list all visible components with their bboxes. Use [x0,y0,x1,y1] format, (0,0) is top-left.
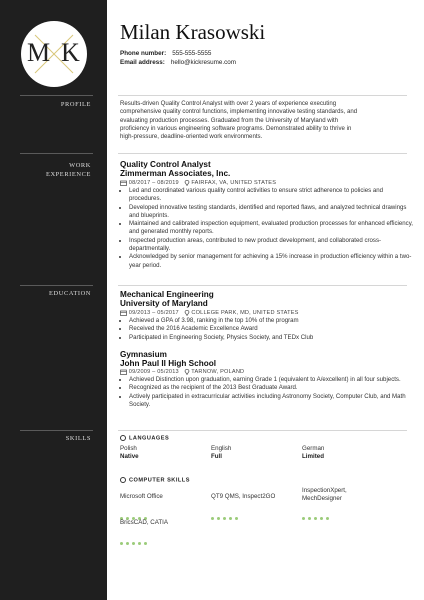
language-name: Polish [120,445,137,452]
education-location: TARNOW, POLAND [191,368,245,375]
education-title: Mechanical Engineering [120,290,214,299]
computer-skills-heading [120,477,190,483]
education-meta [120,309,299,316]
list-item: • Achieved a GPA of 3.98, ranking in the top 10% of the program [129,317,415,325]
skill-rating [120,507,150,511]
section-label-work-1: WORK [69,162,91,169]
language-name: German [302,445,325,452]
section-label-profile: PROFILE [60,101,91,108]
computer-skills-heading-label: COMPUTER SKILLS [129,477,190,484]
rating-dot [326,517,329,520]
divider [118,430,407,431]
list-item: • Received the 2016 Academic Excellence Award [129,325,415,333]
job-title: Quality Control Analyst [120,160,211,169]
list-item: • Participated in Engineering Society, Physics Society, and TEDx Club [129,334,415,342]
candidate-name: Milan Krasowski [120,20,266,44]
list-item: • Maintained and calibrated inspection equipment, evaluated production processes for enhanced efficiency, and generated monthly reports. [129,220,415,237]
language-level: Limited [302,453,325,460]
education-bullets [120,317,415,342]
computer-skill-name: BricsCAD, CATIA [120,519,169,526]
profile-line: proficiency in various engineering software programs. Demonstrated ability to thrive in [120,124,352,132]
skill-rating [211,507,241,511]
list-item: • Acknowledged by senior management for achieving a 15% increase in production efficiency within a two-year period. [129,253,415,270]
rating-dot [229,517,232,520]
job-bullets [120,187,415,270]
computer-skill-name: Microsoft Office [120,493,163,500]
languages-heading [120,435,169,441]
rating-dot [120,542,123,545]
location-pin-icon [184,179,190,186]
monogram-logo [21,21,87,87]
rating-dot [211,517,214,520]
language-name: English [211,445,232,452]
profile-line: evaluating production processes. Graduated from the University of Maryland with [120,116,339,124]
language-level: Full [211,453,222,460]
list-item: • Actively participated in extracurricular activities including Astronomy Society, Computer Club, and Math Society. [129,393,415,410]
education-school: John Paul II High School [120,359,216,368]
divider [20,285,93,286]
divider [20,430,93,431]
phone-row [120,50,211,57]
list-item: • Inspected production areas, contributed to new product development, and collaborated cross-departmentally. [129,237,415,254]
computer-skill-name: QT9 QMS, Inspect2GO [211,493,276,500]
education-dates: 09/2013 – 05/2017 [128,309,179,316]
languages-heading-label: LANGUAGES [129,435,170,442]
rating-dot [308,517,311,520]
education-meta [120,368,244,375]
education-location: COLLEGE PARK, MD, UNITED STATES [191,309,299,316]
rating-dot [132,542,135,545]
email-label: Email address: [120,59,165,66]
location-pin-icon [184,368,190,375]
list-item: • Led and coordinated various quality control activities to ensure strict adherence to policies and procedures. [129,187,415,204]
language-level: Native [120,453,139,460]
job-dates: 08/2017 – 08/2019 [128,179,179,186]
divider [118,95,407,96]
skill-rating [120,532,150,536]
computer-skill-name: InspectionXpert, MechDesigner [302,487,347,502]
list-item: • Achieved Distinction upon graduation, earning Grade 1 (equivalent to A/excellent) in all four subjects. [129,376,415,384]
initial-right: K [61,38,80,67]
sidebar [0,0,107,600]
rating-dot [223,517,226,520]
education-title: Gymnasium [120,350,167,359]
divider [20,95,93,96]
languages-icon [120,435,126,441]
initial-left: M [27,38,51,67]
profile-summary [120,100,410,141]
calendar-icon [120,310,127,316]
rating-dot [314,517,317,520]
rating-dot [235,517,238,520]
divider [20,153,93,154]
phone-value: 555-555-5555 [172,50,212,57]
rating-dot [138,542,141,545]
profile-line: comprehensive quality control functions, implementing innovative testing standards, and [120,108,358,116]
section-label-work-2: EXPERIENCE [45,171,91,178]
profile-line: Results-driven Quality Control Analyst with over 2 years of experience executing [120,100,337,107]
location-pin-icon [184,309,190,316]
job-company: Zimmerman Associates, Inc. [120,169,231,178]
education-school: University of Maryland [120,299,208,308]
email-row [120,59,236,66]
phone-label: Phone number: [120,50,167,57]
section-label-education: EDUCATION [49,290,91,297]
rating-dot [126,542,129,545]
rating-dot [320,517,323,520]
section-label-skills: SKILLS [65,435,91,442]
calendar-icon [120,369,127,375]
job-location: FAIRFAX, VA, UNITED STATES [191,179,277,186]
list-item: • Recognized as the recipient of the 2013 Best Graduate Award. [129,384,415,392]
rating-dot [302,517,305,520]
education-bullets [120,376,415,409]
skill-rating [302,507,332,511]
email-link[interactable]: hello@kickresume.com [170,59,236,66]
job-meta [120,179,276,186]
computer-skills-icon [120,477,126,483]
list-item: • Developed innovative testing standards, identified and reported flaws, and analyzed technical drawings and blueprints. [129,204,415,221]
rating-dot [144,542,147,545]
divider [118,285,407,286]
education-dates: 09/2009 – 05/2013 [128,368,179,375]
calendar-icon [120,180,127,186]
rating-dot [217,517,220,520]
profile-line: high-pressure, deadline-oriented work environments. [120,133,263,141]
divider [118,153,407,154]
